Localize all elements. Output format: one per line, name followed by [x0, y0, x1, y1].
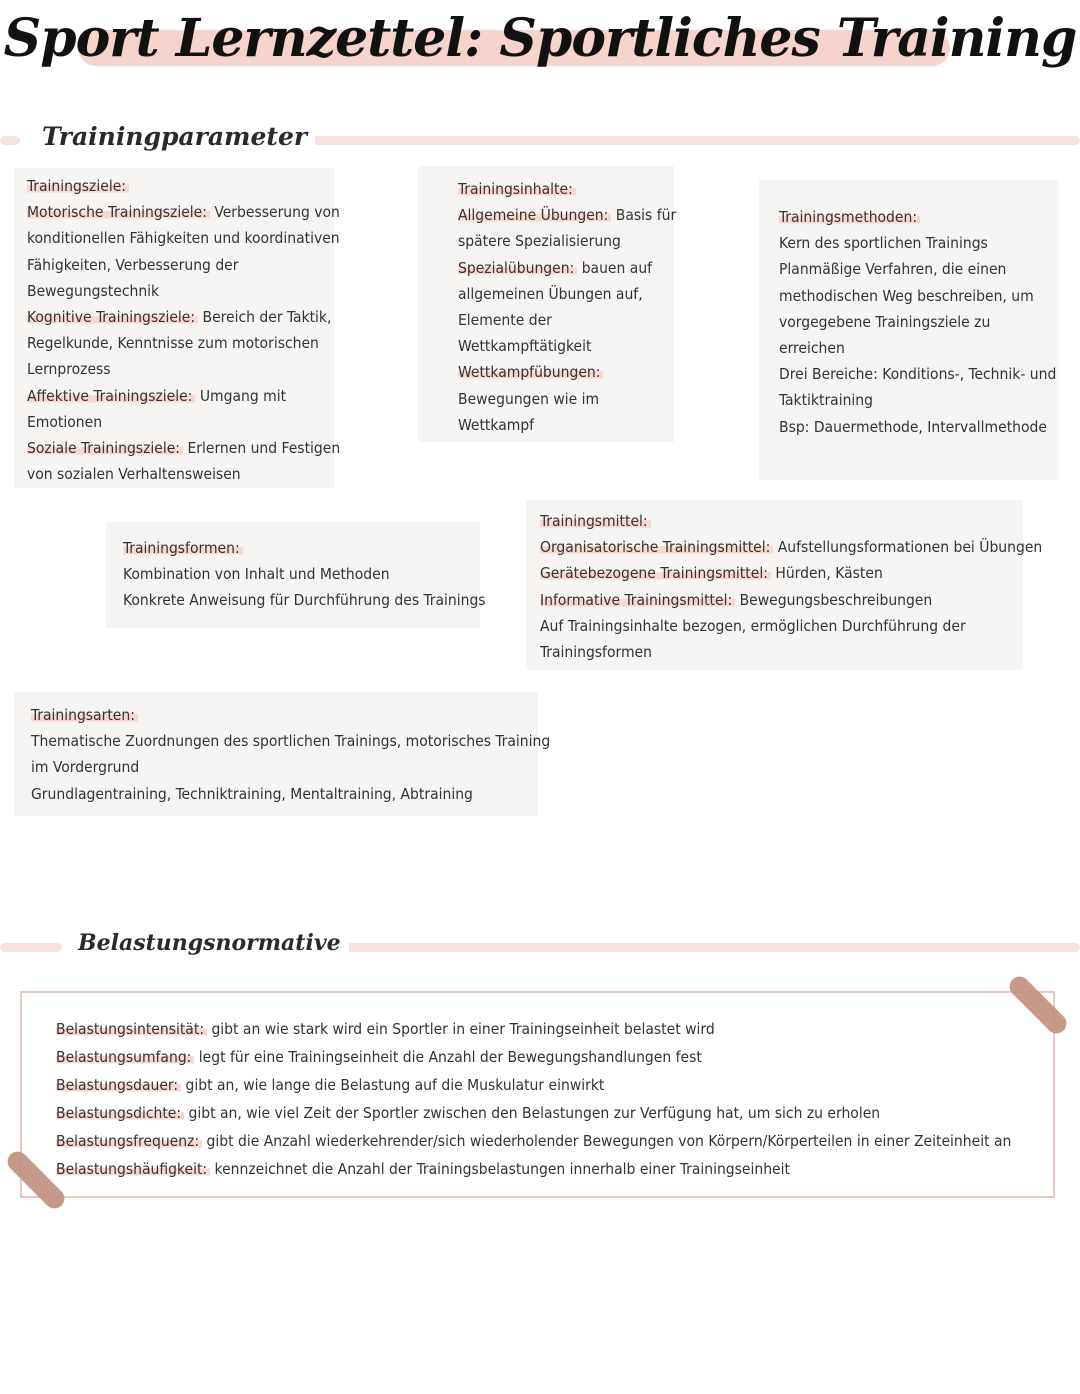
- text-line: [540, 613, 1023, 639]
- card-lines: [27, 199, 341, 487]
- term-text: Elemente der: [458, 311, 552, 330]
- term-text: spätere Spezialisierung: [458, 232, 621, 251]
- text-line: [458, 307, 674, 333]
- term-label: Belastungsdauer:: [56, 1076, 181, 1094]
- text-line: [540, 639, 1023, 665]
- term-text: Bewegungsbeschreibungen: [735, 590, 933, 609]
- card-heading: Trainingsmittel:: [540, 512, 651, 530]
- text-line: [27, 278, 334, 304]
- card-trainingsformen: [106, 522, 486, 628]
- card-lines: [458, 202, 677, 438]
- text-line: [458, 202, 677, 228]
- text-line: [123, 561, 480, 587]
- term-label: Spezialübungen:: [458, 259, 577, 277]
- term-label: Motorische Trainingsziele:: [27, 203, 210, 221]
- term-label: Belastungsumfang:: [56, 1048, 194, 1066]
- text-line: [779, 361, 1059, 387]
- term-label: Wettkampfübungen:: [458, 363, 603, 381]
- text-line: [779, 414, 1059, 440]
- text-line: [458, 333, 674, 359]
- term-text: Aufstellungsformationen bei Übungen: [773, 538, 1043, 557]
- text-line: [56, 1099, 1053, 1127]
- text-line: [31, 754, 538, 780]
- term-text: Trainingsformen: [540, 643, 652, 662]
- card-heading: Trainingsinhalte:: [458, 180, 576, 198]
- term-text: Erlernen und Festigen: [183, 439, 341, 458]
- term-text: Hürden, Kästen: [770, 564, 883, 583]
- card-trainingsziele: [14, 168, 341, 488]
- text-line: [779, 283, 1059, 309]
- text-line: [540, 587, 1023, 613]
- text-line: [56, 1127, 1053, 1155]
- term-text: Taktiktraining: [779, 391, 874, 410]
- term-text: von sozialen Verhaltensweisen: [27, 465, 241, 484]
- text-line: [779, 387, 1059, 413]
- term-text: Grundlagentraining, Techniktraining, Mentaltraining, Abtraining: [31, 784, 473, 803]
- text-line: [779, 309, 1059, 335]
- section-rule-right: [325, 943, 1080, 952]
- text-line: [56, 1071, 1053, 1099]
- card-heading: Trainingsziele:: [27, 177, 129, 195]
- section-rule-left: [0, 136, 20, 145]
- text-line: [27, 356, 334, 382]
- text-line: [458, 228, 674, 254]
- term-label: Affektive Trainingsziele:: [27, 387, 195, 405]
- section-heading-trainingparameter: Trainingparameter: [34, 122, 315, 151]
- card-lines: [123, 561, 486, 613]
- page-title: Sport Lernzettel: Sportliches Training: [3, 8, 1077, 69]
- text-line: [123, 587, 486, 613]
- text-line: [458, 412, 674, 438]
- text-line: [458, 255, 674, 281]
- card-trainingsmittel: [526, 500, 1043, 670]
- term-text: methodischen Weg beschreiben, um: [779, 286, 1034, 305]
- term-text: erreichen: [779, 339, 845, 358]
- text-line: [27, 409, 334, 435]
- text-line: [27, 199, 340, 225]
- term-label: Gerätebezogene Trainingsmittel:: [540, 564, 771, 582]
- term-label: Belastungshäufigkeit:: [56, 1160, 210, 1178]
- text-line: [779, 256, 1059, 282]
- term-label: Allgemeine Übungen:: [458, 206, 611, 224]
- card-heading: Trainingsformen:: [123, 539, 243, 557]
- card-trainingsarten: [14, 692, 551, 816]
- card-heading: Trainingsarten:: [31, 706, 138, 724]
- card-trainingsinhalte: [418, 166, 677, 442]
- term-text: Verbesserung von: [209, 203, 340, 222]
- term-label: Belastungsfrequenz:: [56, 1132, 202, 1150]
- text-line: [56, 1155, 1053, 1183]
- text-line: [27, 461, 334, 487]
- term-text: kennzeichnet die Anzahl der Trainingsbelastungen innerhalb einer Trainingseinheit: [210, 1160, 790, 1178]
- normative-lines: [56, 1015, 1053, 1183]
- term-text: Thematische Zuordnungen des sportlichen Trainings, motorisches Training: [31, 732, 551, 751]
- section-rule-left: [0, 943, 62, 952]
- text-line: [779, 335, 1059, 361]
- term-label: Informative Trainingsmittel:: [540, 591, 735, 609]
- term-text: gibt die Anzahl wiederkehrender/sich wiederholender Bewegungen von Körpern/Körperteilen in einer Zeiteinheit an: [202, 1132, 1012, 1150]
- term-text: Auf Trainingsinhalte bezogen, ermöglichen Durchführung der: [540, 616, 966, 635]
- term-text: gibt an, wie viel Zeit der Sportler zwischen den Belastungen zur Verfügung hat, um sich zu erholen: [184, 1104, 881, 1122]
- term-text: Lernprozess: [27, 360, 111, 379]
- term-label: Belastungsdichte:: [56, 1104, 184, 1122]
- term-text: Umgang mit: [195, 386, 287, 405]
- term-text: Emotionen: [27, 412, 103, 431]
- term-text: Drei Bereiche: Konditions-, Technik- und: [779, 365, 1057, 384]
- term-label: Kognitive Trainingsziele:: [27, 308, 198, 326]
- term-text: konditionellen Fähigkeiten und koordinativen: [27, 229, 340, 248]
- term-text: legt für eine Trainingseinheit die Anzahl der Bewegungshandlungen fest: [194, 1048, 702, 1066]
- card-trainingsmethoden: [759, 180, 1059, 480]
- term-text: bauen auf: [577, 258, 653, 277]
- text-line: [458, 281, 674, 307]
- term-text: gibt an, wie lange die Belastung auf die Muskulatur einwirkt: [181, 1076, 605, 1094]
- card-lines: [540, 534, 1043, 665]
- term-text: Planmäßige Verfahren, die einen: [779, 260, 1007, 279]
- term-text: Wettkampftätigkeit: [458, 337, 592, 356]
- text-line: [540, 560, 1023, 586]
- term-text: Basis für: [611, 206, 677, 225]
- text-line: [31, 728, 551, 754]
- term-text: Kern des sportlichen Trainings: [779, 234, 988, 253]
- term-text: allgemeinen Übungen auf,: [458, 284, 643, 303]
- text-line: [27, 252, 334, 278]
- section-heading-belastungsnormative: Belastungsnormative: [70, 930, 349, 956]
- term-text: Konkrete Anweisung für Durchführung des Trainings: [123, 591, 486, 610]
- text-line: [31, 781, 538, 807]
- term-text: Fähigkeiten, Verbesserung der: [27, 255, 239, 274]
- text-line: [27, 330, 334, 356]
- text-line: [27, 304, 334, 330]
- text-line: [56, 1043, 1053, 1071]
- term-text: vorgegebene Trainingsziele zu: [779, 312, 991, 331]
- term-label: Soziale Trainingsziele:: [27, 439, 183, 457]
- term-text: Wettkampf: [458, 415, 535, 434]
- term-text: Kombination von Inhalt und Methoden: [123, 565, 390, 584]
- text-line: [458, 386, 674, 412]
- term-label: Organisatorische Trainingsmittel:: [540, 538, 773, 556]
- card-lines: [779, 230, 1059, 440]
- term-text: Bewegungen wie im: [458, 389, 600, 408]
- text-line: [540, 534, 1043, 560]
- text-line: [27, 225, 340, 251]
- card-heading: Trainingsmethoden:: [779, 208, 920, 226]
- term-text: Bereich der Taktik,: [198, 308, 332, 327]
- text-line: [779, 230, 1059, 256]
- term-text: Bewegungstechnik: [27, 281, 160, 300]
- term-text: gibt an wie stark wird ein Sportler in einer Trainingseinheit belastet wird: [207, 1020, 715, 1038]
- term-text: Bsp: Dauermethode, Intervallmethode: [779, 417, 1047, 436]
- term-text: Regelkunde, Kenntnisse zum motorischen: [27, 334, 319, 353]
- term-label: Belastungsintensität:: [56, 1020, 207, 1038]
- text-line: [27, 435, 341, 461]
- term-text: im Vordergrund: [31, 758, 140, 777]
- text-line: [458, 359, 674, 385]
- text-line: [56, 1015, 1053, 1043]
- section-rule-right: [283, 136, 1080, 145]
- card-lines: [31, 728, 551, 807]
- text-line: [27, 383, 334, 409]
- belastungsnormative-box: [20, 991, 1055, 1198]
